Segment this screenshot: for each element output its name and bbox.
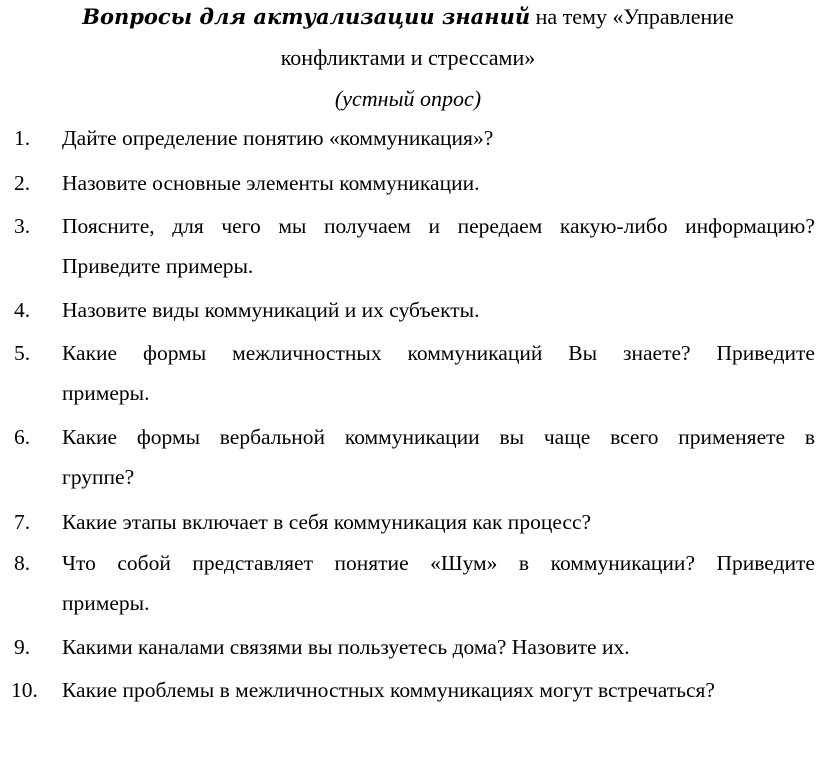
question-number: 2. <box>14 171 31 195</box>
question-text-line: Назовите виды коммуникаций и их субъекты. <box>62 298 480 322</box>
question-number: 4. <box>14 298 31 322</box>
question-text-line: Поясните, для чего мы получаем и передаем какую-либо информацию? <box>62 214 815 238</box>
question-text-line: примеры. <box>62 591 150 615</box>
document-subtitle: (устный опрос) <box>334 86 482 111</box>
question-text-line: примеры. <box>62 381 150 405</box>
document-title-line-2: конфликтами и стрессами» <box>280 45 536 70</box>
question-text-line: Какие этапы включает в себя коммуникация как процесс? <box>62 510 592 534</box>
question-text-line: Какие формы вербальной коммуникации вы чаще всего применяете в <box>62 425 815 449</box>
question-text-line: Какие формы межличностных коммуникаций Вы знаете? Приведите <box>62 341 815 365</box>
title-bold-part: Вопросы для актуализации знаний <box>82 4 531 29</box>
question-number: 1. <box>14 126 31 150</box>
question-number: 6. <box>14 425 31 449</box>
question-text-line: Какие проблемы в межличностных коммуникациях могут встречаться? <box>62 678 715 702</box>
question-text-line: Дайте определение понятию «коммуникация»? <box>62 126 494 150</box>
question-number: 7. <box>14 510 31 534</box>
document-title <box>0 4 816 30</box>
question-number: 9. <box>14 635 31 659</box>
question-text-line: Что собой представляет понятие «Шум» в коммуникации? Приведите <box>62 551 815 575</box>
question-number: 3. <box>14 214 31 238</box>
question-text-line: Приведите примеры. <box>62 254 254 278</box>
question-text-line: Назовите основные элементы коммуникации. <box>62 171 480 195</box>
question-number: 8. <box>14 551 31 575</box>
question-number: 5. <box>14 341 31 365</box>
question-text-line: группе? <box>62 465 135 489</box>
question-text-line: Какими каналами связями вы пользуетесь дома? Назовите их. <box>62 635 630 659</box>
question-number: 10. <box>11 678 38 702</box>
title-normal-part: на тему «Управление <box>535 4 734 29</box>
